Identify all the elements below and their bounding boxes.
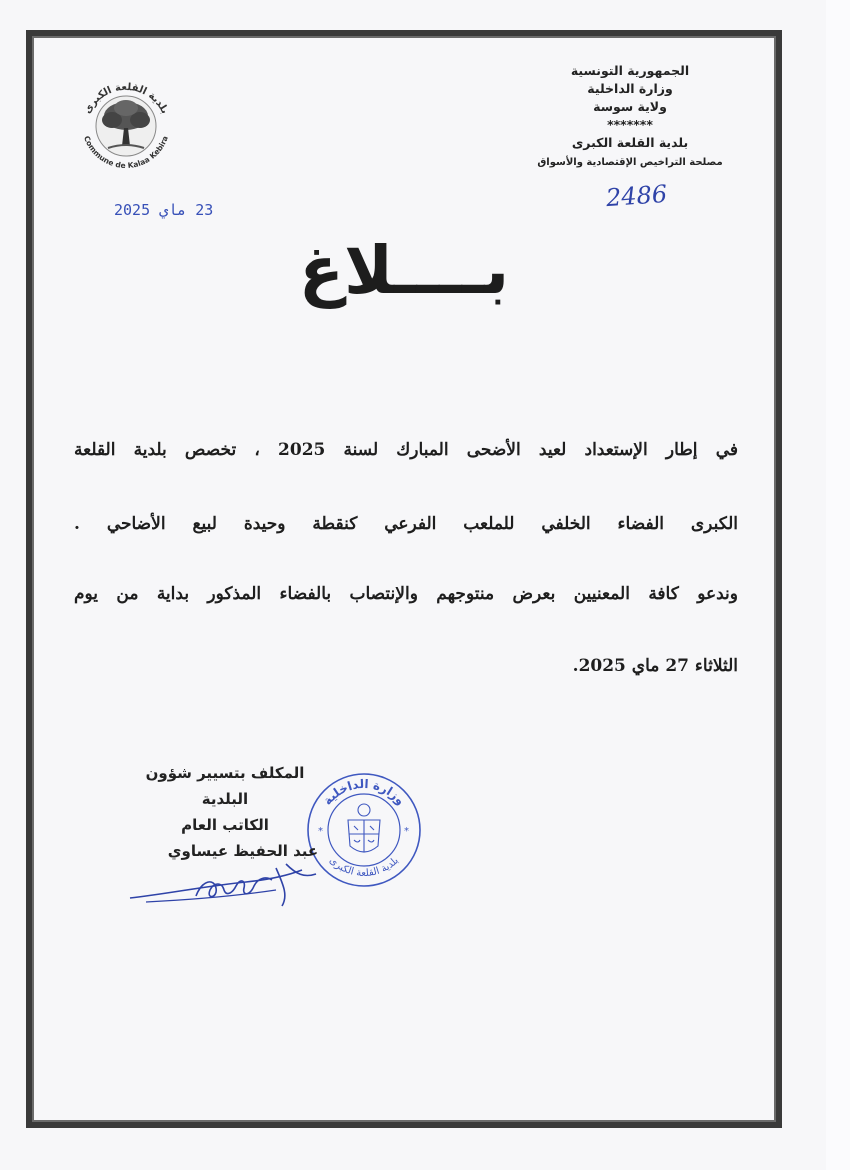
ministry-name: وزارة الداخلية: [587, 81, 673, 96]
republic-name: الجمهورية التونسية: [570, 63, 690, 78]
header-separator: *******: [607, 117, 653, 132]
svg-text:*: *: [318, 826, 323, 837]
logo-french-text: Commune de Kalaa Kebira: [82, 134, 170, 171]
body-line-3: وندعو كافة المعنيين بعرض منتوجهم والإنتصاب بالفضاء المذكور بداية من يوم: [74, 584, 738, 604]
document-title: بــــلاغ: [298, 232, 510, 309]
date-stamp: 23 ماي 2025: [114, 201, 214, 219]
svg-text:بلدية القلعة الكبرى: [327, 855, 401, 879]
document-border: [26, 30, 782, 1128]
letterhead: [520, 62, 740, 172]
page-edge: [826, 0, 850, 1170]
handwritten-reference-number: 2486: [605, 179, 668, 213]
governorate-name: ولاية سوسة: [593, 99, 667, 114]
body-line-1: في إطار الإستعداد لعيد الأضحى المبارك لسنة 2025 ، تخصص بلدية القلعة: [74, 440, 738, 460]
body-line-4: الثلاثاء 27 ماي 2025.: [572, 656, 738, 676]
logo-arabic-text: بلدية القلعة الكبرى: [82, 81, 171, 116]
seal-bottom-text: بلدية القلعة الكبرى: [326, 855, 402, 880]
signature-block: [130, 760, 320, 838]
signatory-title: الكاتب العام: [181, 816, 269, 834]
municipality-name: بلدية القلعة الكبرى: [571, 135, 689, 150]
signatory-name: عبد الحفيظ عيساوي: [167, 842, 319, 860]
olive-tree-icon: [96, 96, 156, 156]
department-name: مصلحة التراخيص الإقتصادية والأسواق: [537, 157, 723, 168]
body-line-2: الكبرى الفضاء الخلفي للملعب الفرعي كنقطة وحيدة لبيع الأضاحي .: [74, 514, 738, 534]
seal-top-text: وزارة الداخلية: [320, 776, 408, 808]
handwritten-signature: [126, 856, 326, 916]
signatory-role: المكلف بتسيير شؤون البلدية: [145, 764, 305, 808]
coat-of-arms-icon: [348, 804, 380, 852]
municipality-logo: [72, 72, 180, 180]
svg-text:*: *: [404, 826, 409, 837]
